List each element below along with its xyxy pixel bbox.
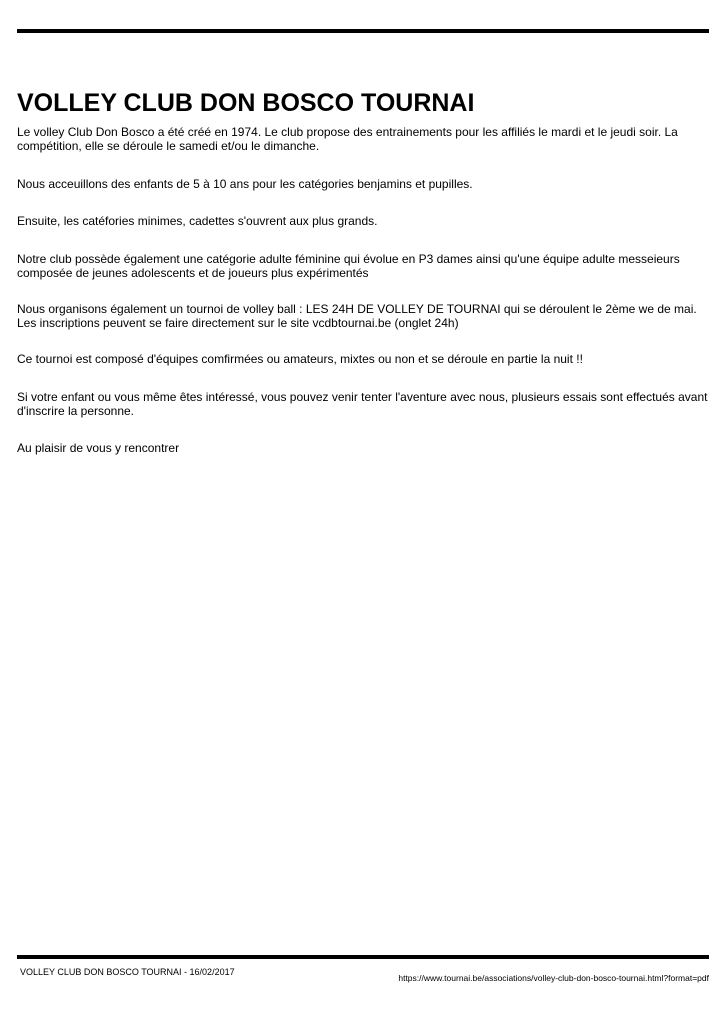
paragraph-tournament: Nous organisons également un tournoi de volley ball : LES 24H DE VOLLEY DE TOURNAI qui se déroulent le 2ème we de mai. Les inscriptions peuvent se faire directement sur le site vcdbtournai.be (onglet 24h) [17,302,697,330]
footer-title-date: VOLLEY CLUB DON BOSCO TOURNAI - 16/02/2017 [20,967,235,977]
paragraph-categories: Ensuite, les catéfories minimes, cadettes s'ouvrent aux plus grands. [17,214,378,228]
footer-url: https://www.tournai.be/associations/volley-club-don-bosco-tournai.html?format=pdf [398,973,709,983]
page-title: VOLLEY CLUB DON BOSCO TOURNAI [17,89,475,117]
paragraph-children: Nous acceuillons des enfants de 5 à 10 ans pour les catégories benjamins et pupilles. [17,177,473,191]
paragraph-invitation: Si votre enfant ou vous même êtes intéressé, vous pouvez venir tenter l'aventure avec nous, plusieurs essais sont effectués avant d'inscrire la personne. [17,390,708,418]
paragraph-closing: Au plaisir de vous y rencontrer [17,441,180,455]
top-divider [17,29,709,33]
paragraph-history: Le volley Club Don Bosco a été créé en 1974. Le club propose des entrainements pour les affiliés le mardi et le jeudi soir. La compétition, elle se déroule le samedi et/ou le dimanche. [17,125,678,153]
paragraph-tournament-details: Ce tournoi est composé d'équipes comfirmées ou amateurs, mixtes ou non et se déroule en partie la nuit !! [17,352,583,366]
bottom-divider [17,955,709,959]
paragraph-adult-teams: Notre club possède également une catégorie adulte féminine qui évolue en P3 dames ainsi qu'une équipe adulte messeieurs composée de jeunes adolescents et de joueurs plus expérimentés [17,252,680,280]
